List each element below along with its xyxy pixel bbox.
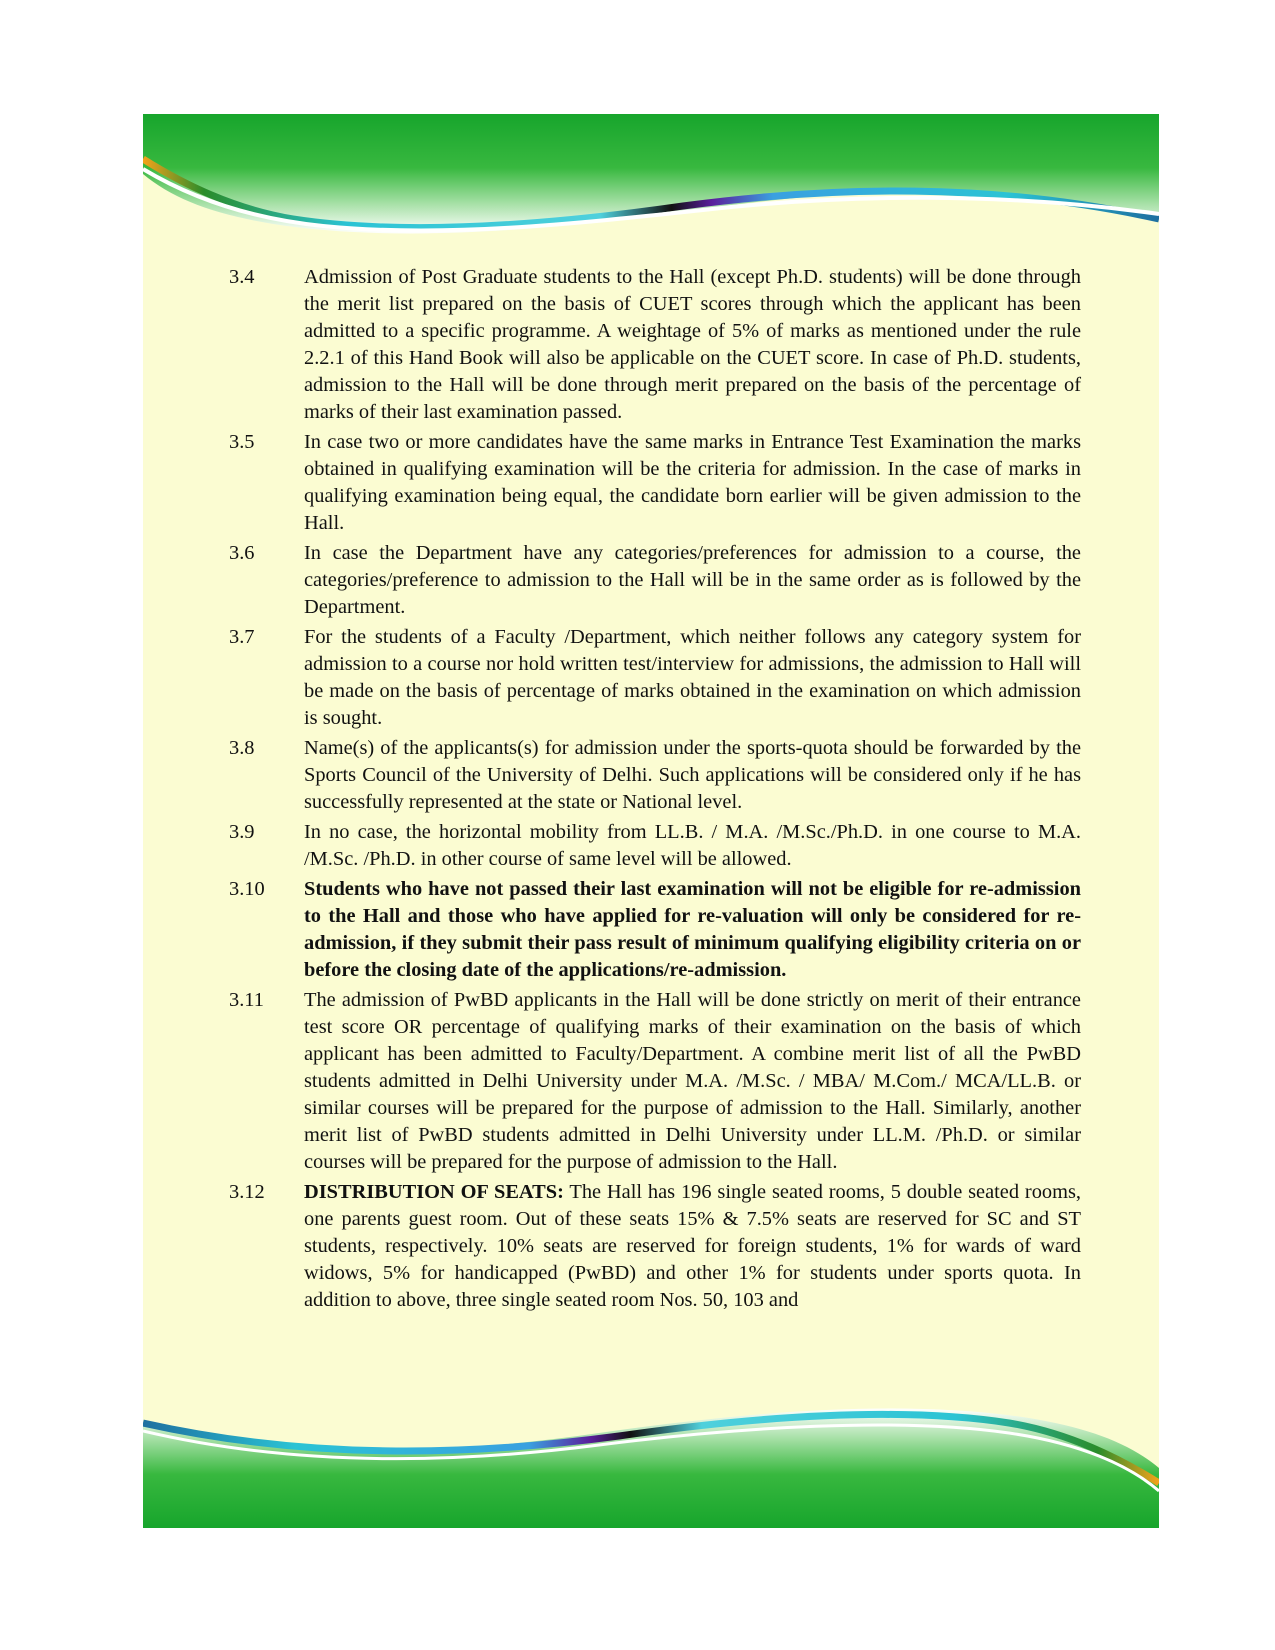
clause-text: Admission of Post Graduate students to the Hall (except Ph.D. students) will be done through the merit list prepared on the basis of CUET scores through which the applicant has been admitted to a specific programme. A weightage of 5% of marks as mentioned under the rule 2.2.1 of this Hand Book will also be applicable on the CUET score. In case of Ph.D. students, admission to the Hall will be done through merit prepared on the basis of the percentage of marks of their last examination passed. bbox=[304, 266, 1081, 423]
clause-3-8 bbox=[229, 735, 1081, 816]
clause-number: 3.5 bbox=[229, 431, 255, 453]
clause-number: 3.4 bbox=[229, 266, 255, 288]
clause-text bbox=[304, 1179, 1081, 1314]
clause-number: 3.12 bbox=[229, 1181, 265, 1203]
clause-text: In case the Department have any categories/preferences for admission to a course, the categories/preference to admission to the Hall will be in the same order as is followed by the Department. bbox=[304, 542, 1081, 618]
clause-3-11 bbox=[229, 987, 1081, 1176]
clause-3-6 bbox=[229, 540, 1081, 621]
document-body bbox=[229, 264, 1081, 1317]
clause-3-5 bbox=[229, 429, 1081, 537]
clause-number: 3.11 bbox=[229, 989, 264, 1011]
bottom-decorative-banner bbox=[143, 1403, 1159, 1528]
clause-number: 3.7 bbox=[229, 626, 255, 648]
clause-text: The admission of PwBD applicants in the Hall will be done strictly on merit of their entrance test score OR percentage of qualifying marks of their examination on the basis of which applicant has been admitted to Faculty/Department. A combine merit list of all the PwBD students admitted in Delhi University under M.A. /M.Sc. / MBA/ M.Com./ MCA/LL.B. or similar courses will be prepared for the purpose of admission to the Hall. Similarly, another merit list of PwBD students admitted in Delhi University under LL.M. /Ph.D. or similar courses will be prepared for the purpose of admission to the Hall. bbox=[304, 989, 1081, 1173]
top-decorative-banner bbox=[143, 114, 1159, 239]
clause-3-12 bbox=[229, 1179, 1081, 1314]
clause-text: Name(s) of the applicants(s) for admission under the sports-quota should be forwarded by the Sports Council of the University of Delhi. Such applications will be considered only if he has successfully represented at the state or National level. bbox=[304, 737, 1081, 813]
clause-number: 3.8 bbox=[229, 737, 255, 759]
clause-3-4 bbox=[229, 264, 1081, 426]
clause-text: In no case, the horizontal mobility from LL.B. / M.A. /M.Sc./Ph.D. in one course to M.A. /M.Sc. /Ph.D. in other course of same level will be allowed. bbox=[304, 821, 1081, 870]
clause-body: The Hall has 196 single seated rooms, 5 double seated rooms, one parents guest room. Out of these seats 15% & 7.5% seats are reserved for SC and ST students, respectively. 10% seats are reserved for foreign students, 1% for wards of ward widows, 5% for handicapped (PwBD) and other 1% for students under sports quota. In addition to above, three single seated room Nos. 50, 103 and bbox=[304, 1181, 1081, 1311]
clause-3-7 bbox=[229, 624, 1081, 732]
clause-3-9 bbox=[229, 819, 1081, 873]
clause-text: In case two or more candidates have the same marks in Entrance Test Examination the marks obtained in qualifying examination will be the criteria for admission. In the case of marks in qualifying examination being equal, the candidate born earlier will be given admission to the Hall. bbox=[304, 431, 1081, 534]
clause-3-10 bbox=[229, 876, 1081, 984]
clause-text: For the students of a Faculty /Department, which neither follows any category system for admission to a course nor hold written test/interview for admissions, the admission to Hall will be made on the basis of percentage of marks obtained in the examination on which admission is sought. bbox=[304, 626, 1081, 729]
clause-heading: DISTRIBUTION OF SEATS: bbox=[304, 1181, 564, 1203]
clause-number: 3.6 bbox=[229, 542, 255, 564]
clause-number: 3.10 bbox=[229, 878, 265, 900]
clause-number: 3.9 bbox=[229, 821, 255, 843]
clause-text-bold: Students who have not passed their last examination will not be eligible for re-admission to the Hall and those who have applied for re-valuation will only be considered for re-admission, if they submit their pass result of minimum qualifying eligibility criteria on or before the closing date of the applications/re-admission. bbox=[304, 878, 1081, 981]
